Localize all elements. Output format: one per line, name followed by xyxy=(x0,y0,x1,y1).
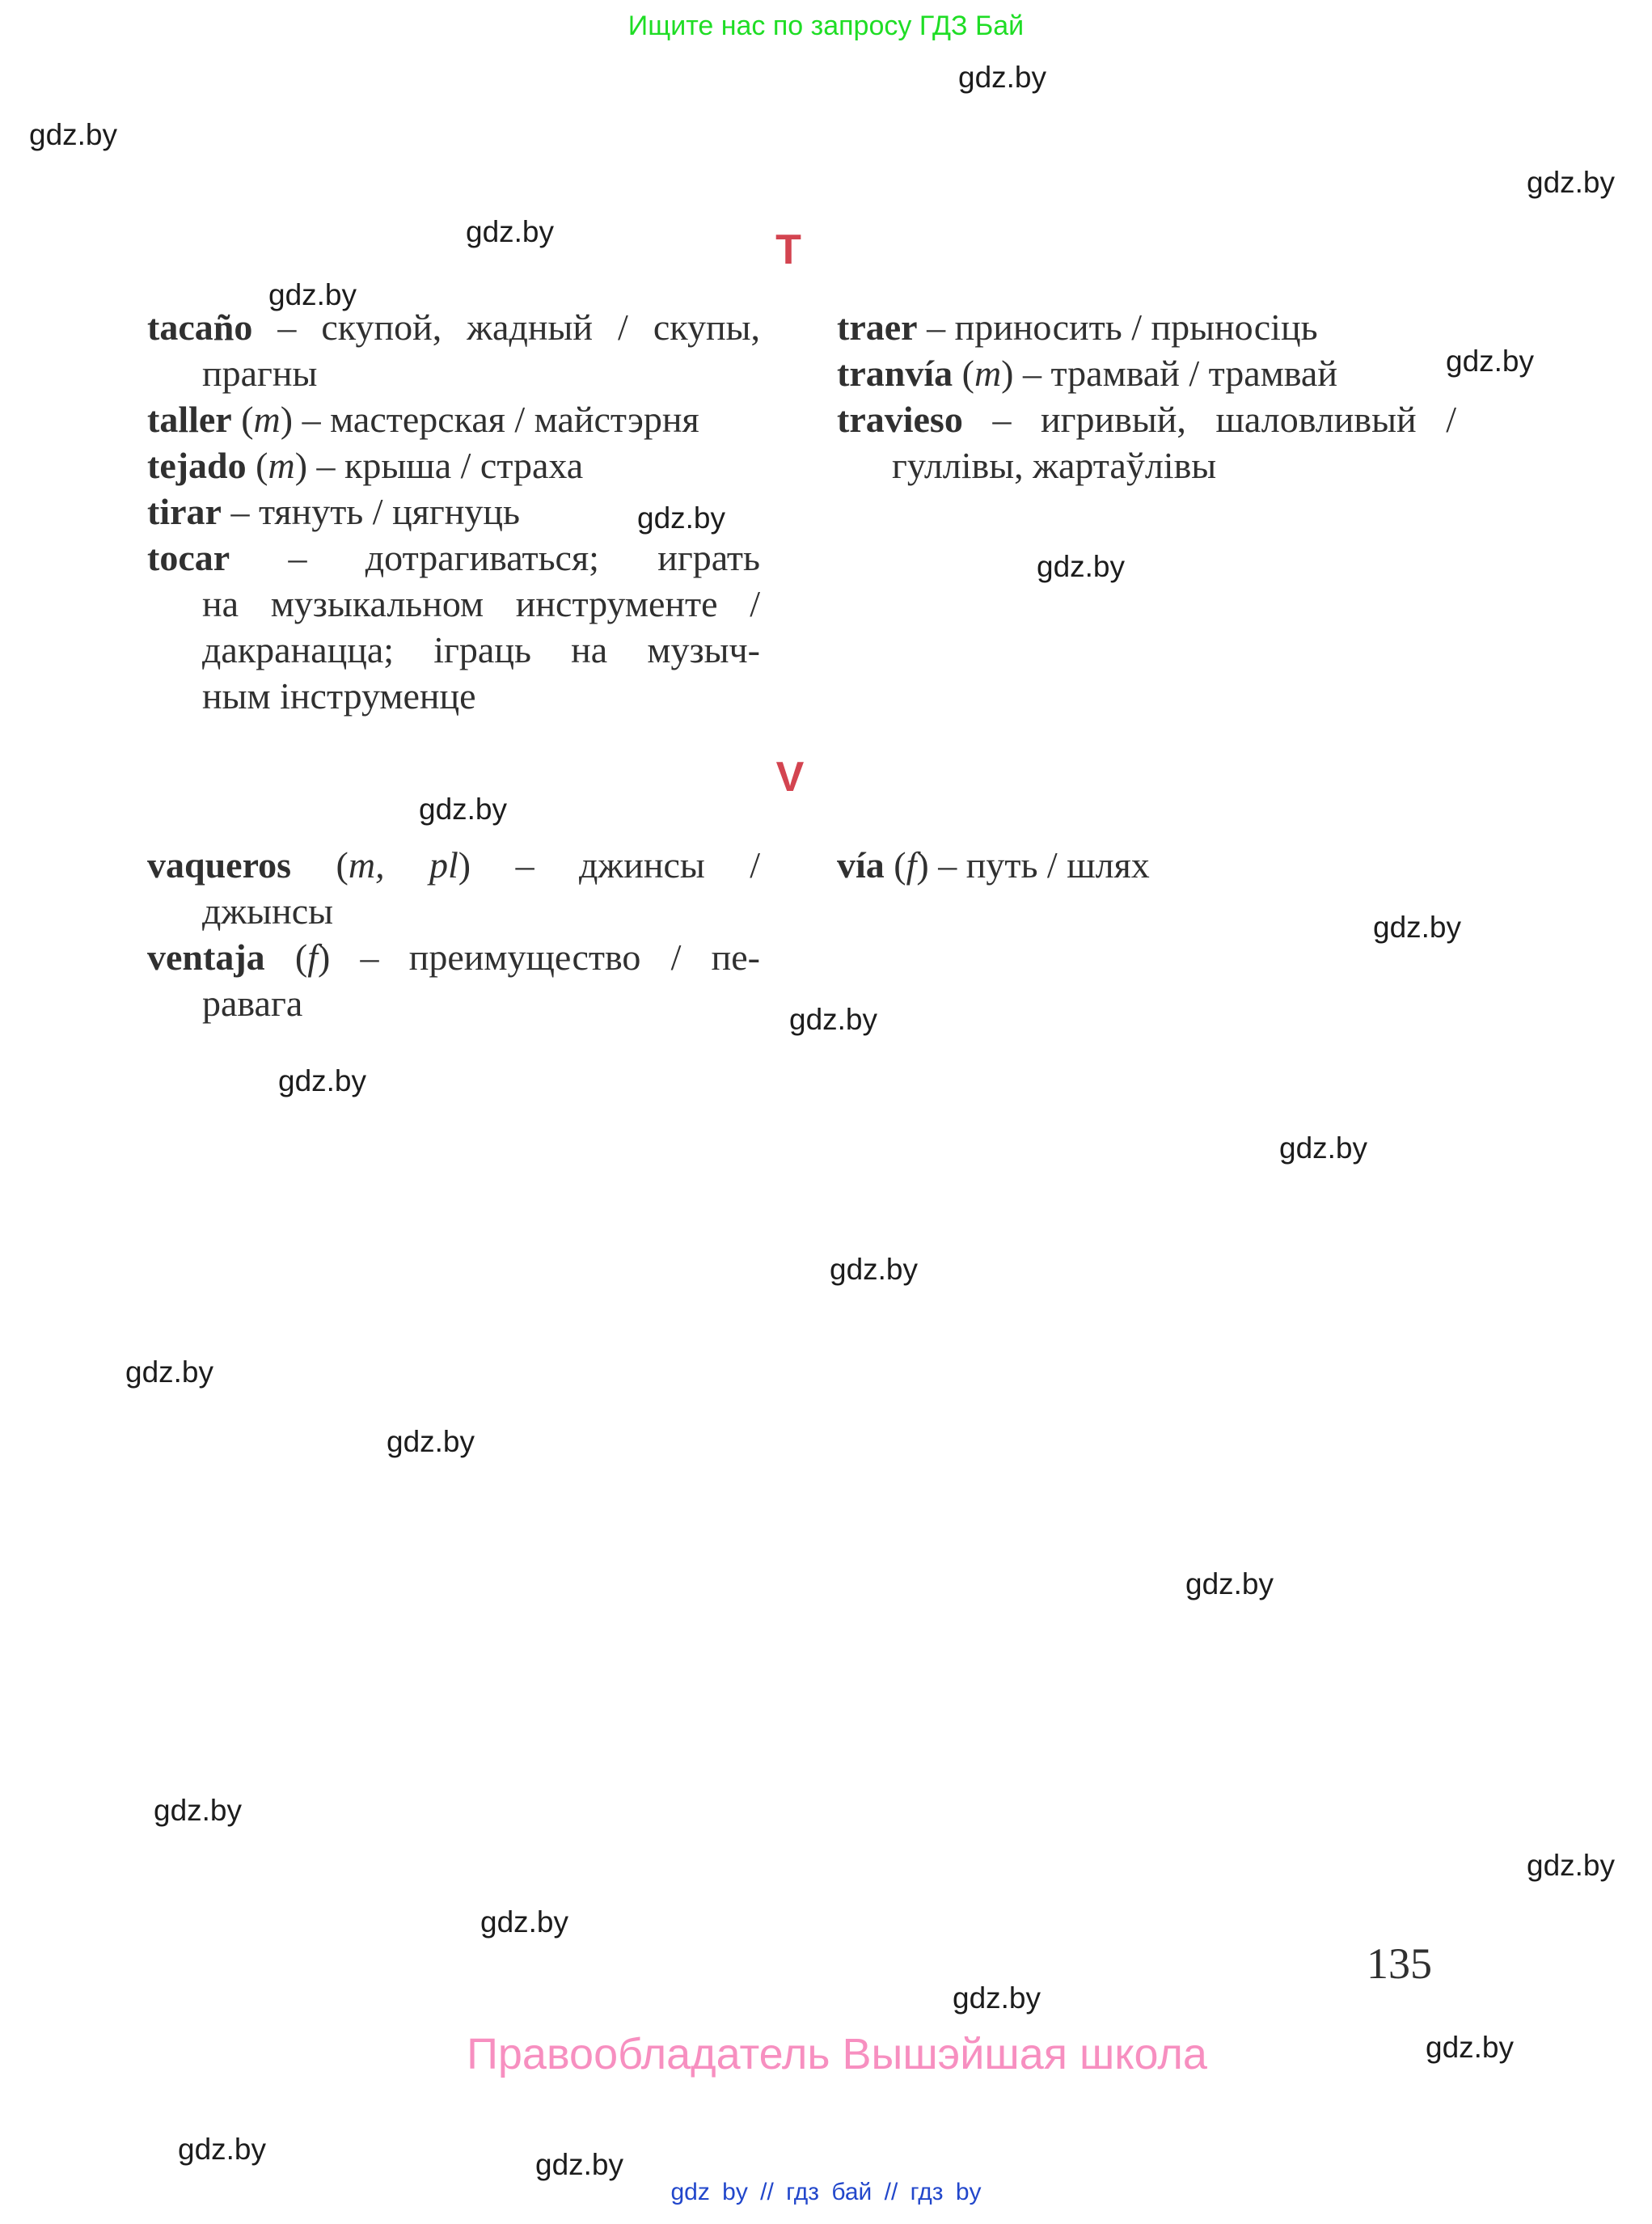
translation-continuation: на музыкальном инструменте / xyxy=(202,583,760,624)
translation-text: – скупой, жадный / скупы, xyxy=(277,307,760,348)
watermark-gdz: gdz.by xyxy=(1037,550,1126,583)
dictionary-entry-taller xyxy=(147,396,760,442)
dictionary-entry-tocar xyxy=(147,535,760,719)
translation-continuation: ным інструменце xyxy=(202,675,476,717)
watermark-gdz: gdz.by xyxy=(637,501,726,535)
watermark-gdz: gdz.by xyxy=(1426,2031,1515,2064)
translation-text: – преимущество / пе- xyxy=(360,937,760,978)
section-t-right-column xyxy=(837,304,1456,488)
gram-label: (m) xyxy=(231,399,294,440)
section-v-right-column xyxy=(837,842,1456,888)
headword: tocar xyxy=(147,537,230,578)
section-letter: V xyxy=(775,754,805,801)
headword: tacaño xyxy=(147,307,253,348)
gram-label: (m) xyxy=(246,445,308,486)
section-t-left-column xyxy=(147,304,760,719)
promo-header: Ищите нас по запросу ГДЗ Бай xyxy=(627,11,1025,41)
translation-text: – игривый, шаловливый / xyxy=(992,399,1456,440)
headword: taller xyxy=(147,399,232,440)
watermark-gdz: gdz.by xyxy=(1279,1131,1368,1165)
entry-first-line xyxy=(147,442,760,488)
translation-text: – джинсы / xyxy=(515,844,760,886)
watermark-gdz: gdz.by xyxy=(466,215,555,248)
headword: tejado xyxy=(147,445,247,486)
entry-first-line xyxy=(837,396,1456,442)
entry-first-line xyxy=(837,842,1456,888)
dictionary-entry-traer xyxy=(837,304,1456,350)
section-letter: T xyxy=(775,226,801,273)
footer-links[interactable]: gdz by // гдз бай // гдз by xyxy=(670,2179,982,2205)
watermark-gdz: gdz.by xyxy=(1446,345,1535,378)
headword: vaqueros xyxy=(147,844,292,886)
watermark-gdz: gdz.by xyxy=(953,1981,1041,2015)
translation-continuation: прагны xyxy=(202,353,318,394)
watermark-gdz: gdz.by xyxy=(178,2133,267,2166)
entry-first-line xyxy=(147,842,760,888)
headword: travieso xyxy=(837,399,963,440)
entry-first-line xyxy=(147,304,760,350)
watermark-gdz: gdz.by xyxy=(1185,1567,1274,1600)
gram-label: (m) xyxy=(953,353,1014,394)
entry-first-line xyxy=(837,350,1456,396)
entry-first-line xyxy=(147,488,760,535)
translation-text: – крыша / страха xyxy=(316,445,584,486)
watermark-gdz: gdz.by xyxy=(958,61,1047,94)
dictionary-entry-tejado xyxy=(147,442,760,488)
translation-text: – дотрагиваться; играть xyxy=(288,537,761,578)
gram-label: (f) xyxy=(884,844,929,886)
translation-text: – мастерская / майстэрня xyxy=(302,399,699,440)
translation-continuation: дакранацца; іграць на музыч- xyxy=(202,629,760,670)
entry-first-line xyxy=(837,304,1456,350)
dictionary-entry-tacaño xyxy=(147,304,760,396)
translation-text: – приносить / прыносіць xyxy=(927,307,1318,348)
headword: tranvía xyxy=(837,353,953,394)
watermark-gdz: gdz.by xyxy=(278,1064,367,1097)
headword: vía xyxy=(837,844,885,886)
dictionary-entry-ventaja xyxy=(147,934,760,1026)
dictionary-entry-tranvía xyxy=(837,350,1456,396)
page-number: 135 xyxy=(1367,1939,1432,1988)
translation-text: – трамвай / трамвай xyxy=(1023,353,1337,394)
headword: ventaja xyxy=(147,937,265,978)
watermark-gdz: gdz.by xyxy=(1527,1849,1616,1882)
gram-label: (f) xyxy=(264,937,331,978)
dictionary-entry-tirar xyxy=(147,488,760,535)
watermark-gdz: gdz.by xyxy=(268,278,357,311)
entry-first-line xyxy=(147,934,760,980)
dictionary-entry-vaqueros xyxy=(147,842,760,934)
watermark-gdz: gdz.by xyxy=(1373,911,1462,944)
watermark-gdz: gdz.by xyxy=(154,1794,243,1827)
watermark-gdz: gdz.by xyxy=(125,1355,214,1389)
translation-continuation: джынсы xyxy=(202,890,334,932)
watermark-gdz: gdz.by xyxy=(1527,166,1616,199)
entry-first-line xyxy=(147,535,760,581)
section-v-left-column xyxy=(147,842,760,1026)
watermark-gdz: gdz.by xyxy=(29,118,118,151)
dictionary-entry-vía xyxy=(837,842,1456,888)
translation-continuation: гуллівы, жартаўлівы xyxy=(892,445,1217,486)
headword: tirar xyxy=(147,491,222,532)
watermark-gdz: gdz.by xyxy=(419,793,508,826)
watermark-gdz: gdz.by xyxy=(830,1253,919,1286)
entry-first-line xyxy=(147,396,760,442)
headword: traer xyxy=(837,307,918,348)
copyright-line: Правообладатель Вышэйшая школа xyxy=(467,2030,1207,2078)
gram-label: (m, pl) xyxy=(291,844,471,886)
translation-continuation: равага xyxy=(202,983,303,1024)
dictionary-entry-travieso xyxy=(837,396,1456,488)
watermark-gdz: gdz.by xyxy=(387,1425,475,1458)
watermark-gdz: gdz.by xyxy=(480,1905,569,1939)
watermark-gdz: gdz.by xyxy=(789,1003,878,1036)
watermark-gdz: gdz.by xyxy=(535,2148,624,2181)
translation-text: – путь / шлях xyxy=(938,844,1150,886)
translation-text: – тянуть / цягнуць xyxy=(230,491,520,532)
